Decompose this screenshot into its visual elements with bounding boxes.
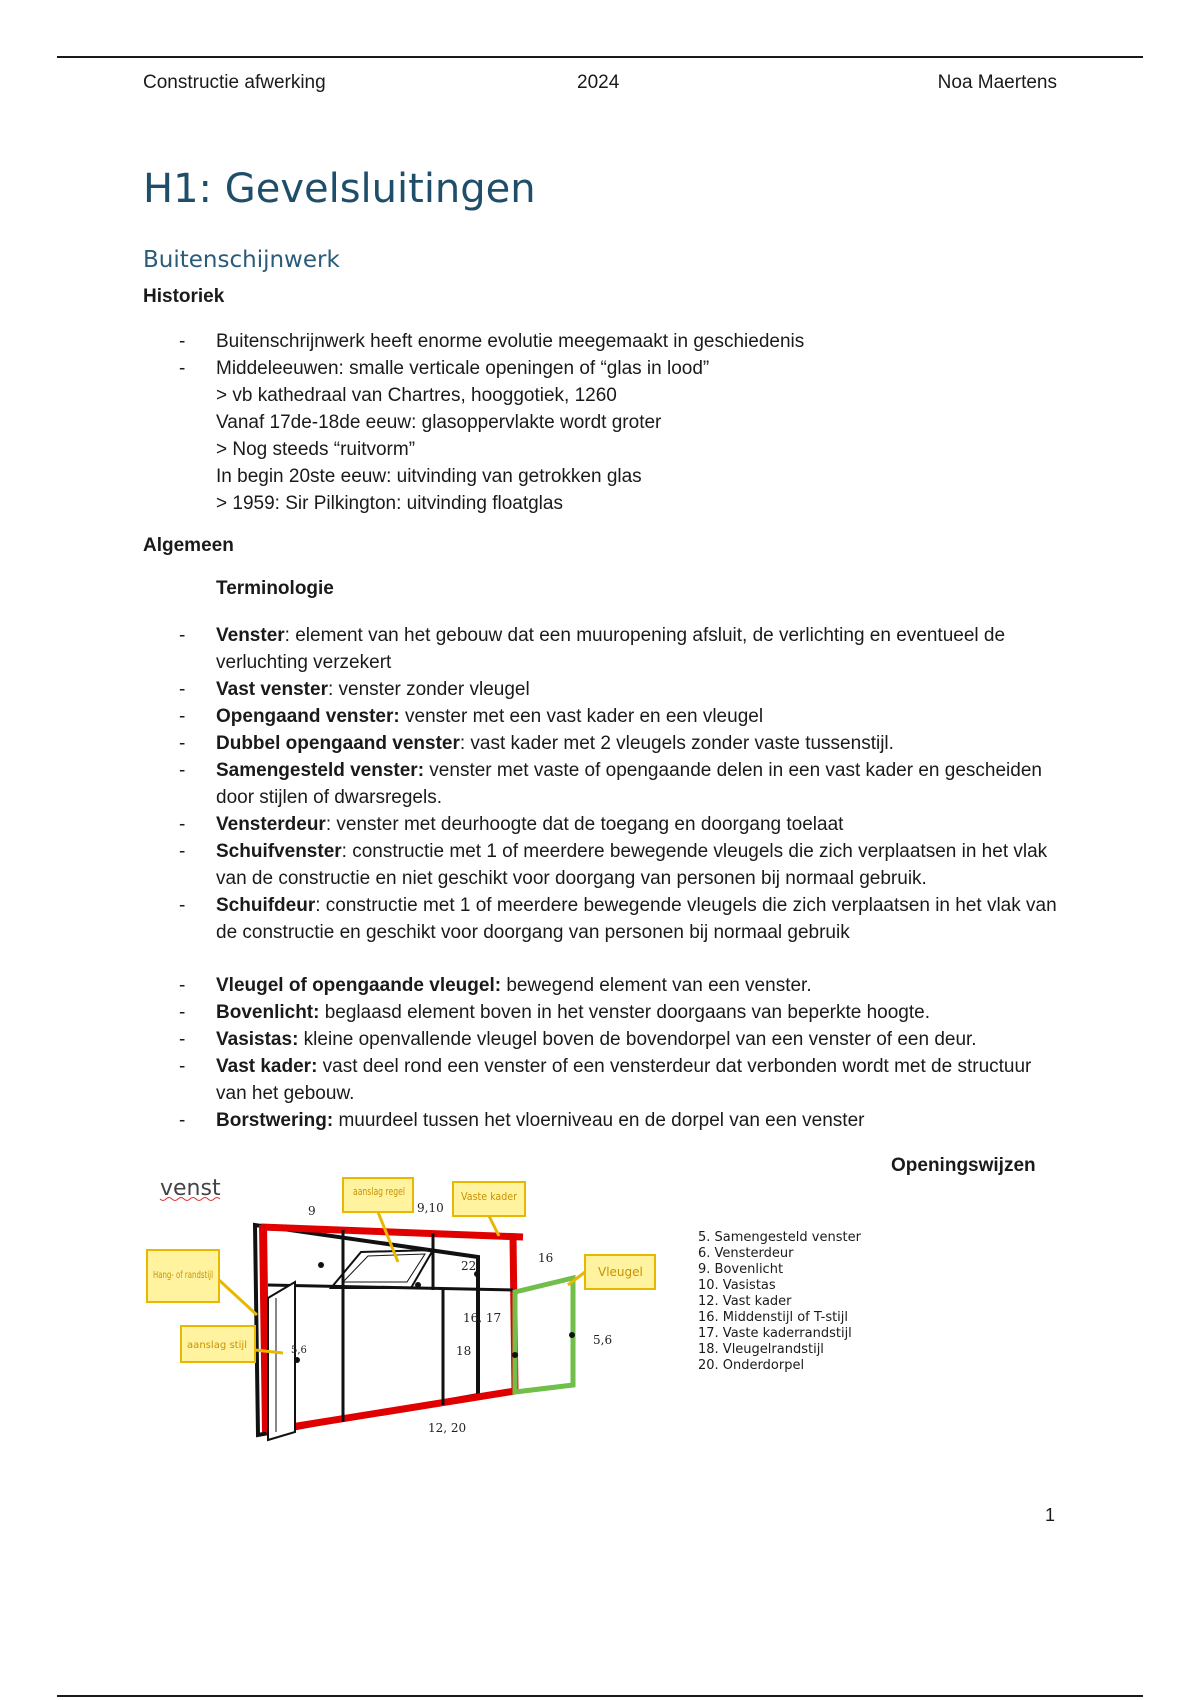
list-item: - Samengesteld venster: venster met vaste of opengaande delen in een vast kader en gescheiden door stijlen of dwarsregels. — [179, 760, 1042, 808]
svg-text:9,10: 9,10 — [417, 1201, 444, 1215]
legend-item: 5. Samengesteld venster — [698, 1230, 861, 1245]
legend-item: 10. Vasistas — [698, 1278, 776, 1293]
section-title: Buitenschijnwerk — [143, 247, 340, 273]
historiek-heading: Historiek — [143, 286, 225, 307]
list-item: - Opengaand venster: venster met een vast kader en een vleugel — [179, 706, 764, 727]
historiek-line: > 1959: Sir Pilkington: uitvinding floatglas — [216, 493, 563, 514]
legend-item: 18. Vleugelrandstijl — [698, 1342, 824, 1357]
terms-list-2 — [143, 972, 1063, 1134]
list-item: - Vasistas: kleine openvallende vleugel boven de bovendorpel van een venster of een deur. — [179, 1029, 977, 1050]
svg-text:9: 9 — [308, 1204, 316, 1218]
header-year: 2024 — [577, 72, 620, 93]
list-item: - Buitenschrijnwerk heeft enorme evolutie meegemaakt in geschiedenis — [179, 331, 805, 352]
historiek-line: > vb kathedraal van Chartres, hooggotiek, 1260 — [216, 385, 617, 406]
list-item: - Dubbel opengaand venster: vast kader met 2 vleugels zonder vaste tussenstijl. — [179, 733, 894, 754]
bottom-rule — [57, 1695, 1143, 1697]
page-header — [143, 72, 1057, 98]
svg-text:16: 16 — [538, 1251, 554, 1265]
list-item: - Bovenlicht: beglaasd element boven in het venster doorgaans van beperkte hoogte. — [179, 1002, 930, 1023]
svg-text:12, 20: 12, 20 — [428, 1421, 467, 1435]
top-rule — [57, 56, 1143, 58]
svg-text:22: 22 — [461, 1259, 477, 1273]
chapter-title: H1: Gevelsluitingen — [143, 166, 536, 212]
svg-text:Vaste kader: Vaste kader — [461, 1190, 518, 1203]
legend-item: 9. Bovenlicht — [698, 1262, 784, 1277]
svg-text:Hang- of randstijl: Hang- of randstijl — [153, 1270, 213, 1281]
svg-text:18: 18 — [456, 1344, 472, 1358]
svg-text:Vleugel: Vleugel — [598, 1265, 643, 1279]
list-item: - Borstwering: muurdeel tussen het vloerniveau en de dorpel van een venster — [179, 1110, 865, 1131]
header-course: Constructie afwerking — [143, 72, 326, 93]
legend-item: 16. Middenstijl of T-stijl — [698, 1310, 849, 1325]
frame-left-red — [263, 1225, 266, 1432]
list-item: - Venster: element van het gebouw dat een muuropening afsluit, de verlichting en eventueel de verluchting verzekert — [179, 625, 1006, 673]
frame-top-red — [261, 1227, 523, 1237]
legend-item: 20. Onderdorpel — [698, 1358, 805, 1373]
svg-text:aanslag regel: aanslag regel — [353, 1185, 405, 1198]
svg-text:aanslag stijl: aanslag stijl — [187, 1340, 247, 1351]
legend-item: 12. Vast kader — [698, 1294, 792, 1309]
list-item: - Schuifdeur: constructie met 1 of meerdere bewegende vleugels die zich verplaatsen in het vlak van de constructie en geschikt voor doorgang van personen bij normaal gebruik — [179, 895, 1057, 943]
legend-item: 17. Vaste kaderrandstijl — [698, 1326, 852, 1341]
svg-text:5,6: 5,6 — [291, 1345, 307, 1356]
figure-title: venst — [160, 1176, 221, 1201]
svg-text:5,6: 5,6 — [593, 1333, 613, 1347]
openingswijzen-heading: Openingswijzen — [891, 1155, 1036, 1176]
legend-item: 6. Vensterdeur — [698, 1246, 794, 1261]
figure-legend — [698, 1230, 861, 1374]
page-number: 1 — [1045, 1505, 1056, 1525]
historiek-list — [143, 328, 1063, 382]
historiek-line: In begin 20ste eeuw: uitvinding van getrokken glas — [216, 466, 642, 487]
window-diagram — [143, 1170, 663, 1450]
list-item: - Vleugel of opengaande vleugel: bewegend element van een venster. — [179, 975, 812, 996]
list-item: - Vensterdeur: venster met deurhoogte dat de toegang en doorgang toelaat — [179, 814, 844, 835]
list-item: - Schuifvenster: constructie met 1 of meerdere bewegende vleugels die zich verplaatsen in het vlak van de constructie en niet geschikt voor doorgang van personen bij normaal gebruik. — [179, 841, 1048, 889]
list-item: - Vast venster: venster zonder vleugel — [179, 679, 530, 700]
algemeen-heading: Algemeen — [143, 535, 234, 556]
header-author: Noa Maertens — [937, 72, 1057, 93]
frame-bottom-red — [266, 1391, 515, 1431]
svg-text:16, 17: 16, 17 — [463, 1311, 502, 1325]
historiek-line: Vanaf 17de-18de eeuw: glasoppervlakte wordt groter — [216, 412, 662, 433]
terminologie-heading: Terminologie — [216, 578, 334, 599]
terms-list — [143, 622, 1063, 946]
historiek-line: > Nog steeds “ruitvorm” — [216, 439, 416, 460]
list-item: - Middeleeuwen: smalle verticale openingen of “glas in lood” — [179, 358, 710, 379]
list-item: - Vast kader: vast deel rond een venster of een vensterdeur dat verbonden wordt met de structuur van het gebouw. — [179, 1056, 1032, 1104]
